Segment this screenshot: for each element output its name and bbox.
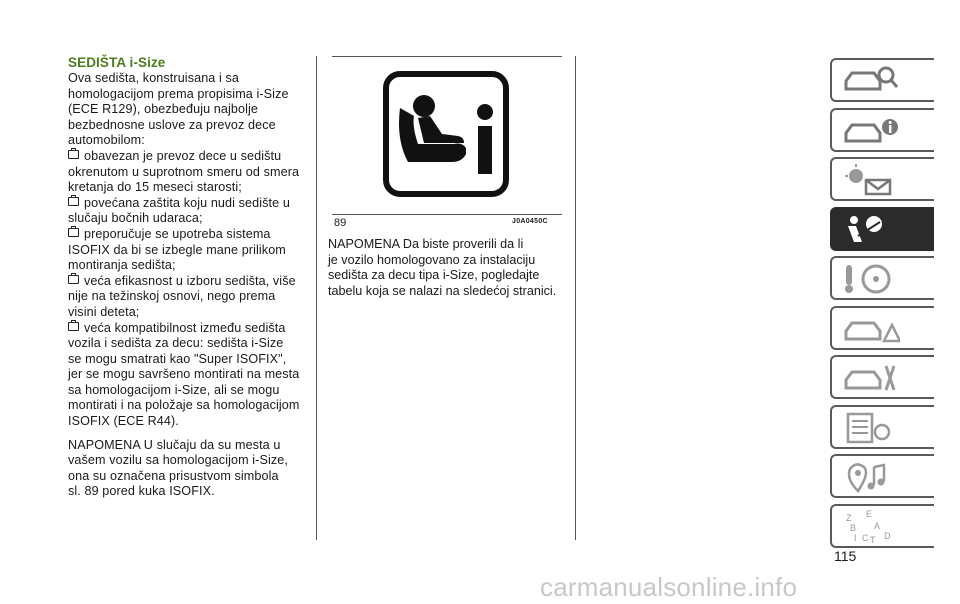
intro-line: Ova sedišta, konstruisana i sa — [68, 71, 239, 85]
bullet-text: sa homologacijom i-Size, ali se mogu — [68, 382, 280, 397]
car-tools-icon — [840, 360, 900, 396]
warning-lights-message-icon — [840, 162, 900, 198]
chapter-tabs — [830, 58, 934, 553]
note-line: vašem vozilu sa homologacijom i-Size, — [68, 453, 288, 468]
car-warning-triangle-icon — [840, 311, 900, 347]
tab-key-steering[interactable] — [830, 256, 934, 300]
tab-seat-airbag[interactable] — [830, 207, 934, 251]
bullet-item: veća efikasnost u izboru sedišta, više — [68, 274, 308, 290]
bullet-text: montirati i na položaje sa homologacijom — [68, 398, 300, 413]
tab-car-tools[interactable] — [830, 355, 934, 399]
figure-code: J0A0450C — [512, 218, 548, 225]
tab-car-search[interactable] — [830, 58, 934, 102]
note-line: sedišta za decu tipa i-Size, pogledajte — [328, 268, 540, 283]
note-line: ona su označena prisustvom simbola — [68, 468, 279, 483]
svg-text:B: B — [850, 522, 857, 533]
bullet-text: visini deteta; — [68, 304, 140, 319]
bullet-item: obavezan je prevoz dece u sedištu — [68, 149, 308, 165]
svg-text:C: C — [862, 532, 869, 543]
car-search-icon — [840, 63, 900, 99]
figure-bottom-rule — [332, 214, 562, 215]
bullet-text: se mogu smatrati kao "Super ISOFIX", — [68, 351, 287, 366]
seat-airbag-icon — [840, 212, 900, 248]
intro-line: (ECE R129), obezbeđuju najbolje — [68, 102, 259, 117]
tab-car-info[interactable] — [830, 108, 934, 152]
bullet-icon — [68, 197, 79, 206]
section-heading: SEDIŠTA i-Size — [68, 55, 166, 70]
intro-line: automobilom: — [68, 133, 145, 148]
svg-text:Z: Z — [846, 512, 852, 523]
tab-alphabetical-index[interactable] — [830, 504, 934, 548]
bullet-text: ISOFIX da bi se izbegle mane prilikom — [68, 242, 286, 257]
note-line: NAPOMENA U slučaju da su mesta u — [68, 437, 281, 452]
page-number: 115 — [834, 548, 857, 564]
column-divider — [316, 56, 317, 540]
note-line: tabelu koja se nalazi na sledećoj stranici. — [328, 283, 557, 298]
tab-car-warning[interactable] — [830, 306, 934, 350]
figure-number: 89 — [334, 217, 347, 229]
bullet-icon — [68, 322, 79, 331]
bullet-item: povećana zaštita koju nudi sedište u — [68, 196, 308, 212]
bullet-text: vozila i sedišta za decu: sedišta i-Size — [68, 336, 284, 351]
figure-top-rule — [332, 56, 562, 57]
bullet-item: veća kompatibilnost između sedišta — [68, 321, 308, 337]
note-line: sl. 89 pored kuka ISOFIX. — [68, 484, 215, 499]
bullet-icon — [68, 228, 79, 237]
note-line: je vozilo homologovano za instalaciju — [328, 252, 536, 267]
intro-line: homologacijom prema propisima i-Size — [68, 86, 289, 101]
alphabetical-index-icon — [840, 509, 900, 545]
bullet-text: jer se mogu savršeno montirati na mesta — [68, 367, 300, 382]
svg-text:E: E — [866, 508, 873, 519]
svg-text:D: D — [884, 530, 891, 541]
bullet-text: nije na težinskoj osnovi, nego prema — [68, 289, 276, 304]
multimedia-icon — [840, 459, 900, 495]
tab-warning-lights[interactable] — [830, 157, 934, 201]
i-size-seat-symbol-icon — [382, 70, 510, 198]
bullet-item: preporučuje se upotreba sistema — [68, 227, 308, 243]
bullet-text: montiranja sedišta; — [68, 258, 176, 273]
bullet-text: okrenutom u suprotnom smeru od smera — [68, 164, 300, 179]
right-column — [328, 237, 568, 299]
note-line: NAPOMENA Da biste proverili da li — [328, 237, 524, 251]
car-info-icon — [840, 113, 900, 149]
bullet-text: slučaju bočnih udaraca; — [68, 211, 203, 226]
svg-text:A: A — [874, 520, 881, 531]
bullet-text: ISOFIX (ECE R44). — [68, 414, 179, 429]
column-divider — [575, 56, 576, 540]
specifications-list-icon — [840, 410, 900, 446]
bullet-icon — [68, 275, 79, 284]
bullet-text: kretanja do 15 meseci starosti; — [68, 180, 242, 195]
key-steering-wheel-icon — [840, 261, 900, 297]
svg-text:T: T — [870, 534, 876, 545]
svg-text:I: I — [854, 532, 857, 543]
watermark: carmanualsonline.info — [540, 572, 798, 602]
intro-line: bezbednosne uslove za prevoz dece — [68, 117, 276, 132]
tab-specifications[interactable] — [830, 405, 934, 449]
left-column — [68, 55, 308, 500]
bullet-icon — [68, 150, 79, 159]
tab-multimedia[interactable] — [830, 454, 934, 498]
